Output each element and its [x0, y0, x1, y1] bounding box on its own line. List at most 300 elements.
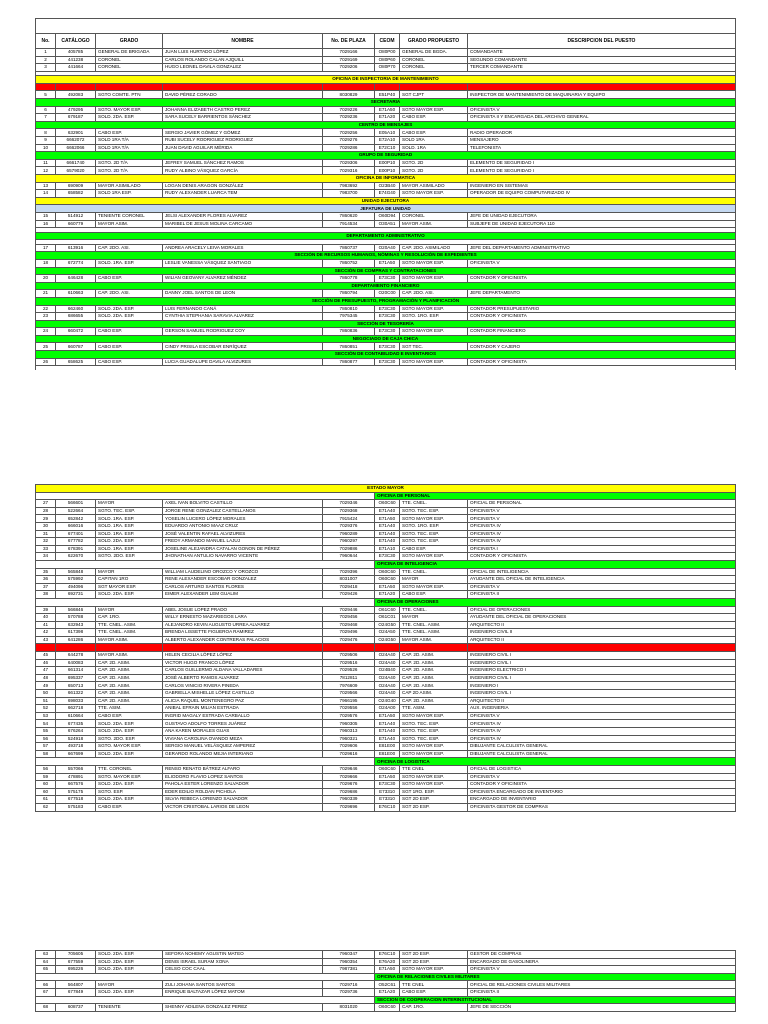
cell-catalogo: 575183 — [56, 803, 96, 811]
table-row[interactable] — [36, 515, 736, 523]
table-row[interactable] — [36, 606, 736, 614]
cell-grado: SOLD 1RA T/A — [96, 137, 163, 145]
cell-plaza: 7029506 — [323, 652, 375, 660]
cell-descripcion: OFICIAL DE INTELIGENCIA — [468, 568, 736, 576]
cell-ceom — [375, 83, 400, 91]
cell-no: 44 — [36, 644, 56, 652]
cell-descripcion: ELEMENTO DE SEGURIDAD I — [468, 167, 736, 175]
cell-catalogo: 6661740 — [56, 159, 96, 167]
highlighted-vacant-row[interactable] — [36, 644, 736, 652]
cell-no: 12 — [36, 167, 56, 175]
cell-grado: SGTO. 2D T/A — [96, 167, 163, 175]
cell-catalogo: 613916 — [56, 244, 96, 252]
cell-no: 32 — [36, 538, 56, 546]
table-row[interactable] — [36, 659, 736, 667]
cell-grado-propuesto: CORONEL — [400, 64, 468, 72]
section-header-row — [36, 282, 736, 290]
cell-grado-propuesto: TTE. ASIM. — [400, 705, 468, 713]
section-title: OFICINA DE PERSONAL — [375, 492, 736, 500]
table-row[interactable] — [36, 803, 736, 811]
cell-grado: SOLD. 2DA. ESP. — [96, 958, 163, 966]
cell-catalogo: 622670 — [56, 553, 96, 561]
cell-descripcion: AUX. INGENIERIA — [468, 705, 736, 713]
cell-no: 5 — [36, 91, 56, 99]
cell-grado-propuesto: MAYOR — [400, 576, 468, 584]
table-row[interactable] — [36, 545, 736, 553]
cell-descripcion: DIBUJANTE CALCULISTA GENERAL — [468, 743, 736, 751]
sheet-block-1 — [35, 18, 735, 370]
cell-catalogo: 677401 — [56, 530, 96, 538]
cell-descripcion: OFICINISTA V — [468, 259, 736, 267]
cell-ceom: E71A40 — [375, 735, 400, 743]
cell-ceom: E72A10 — [375, 137, 400, 145]
cell-no: 66 — [36, 981, 56, 989]
cell-catalogo: 658582 — [56, 190, 96, 198]
cell-catalogo: 566846 — [56, 606, 96, 614]
cell-plaza: 7860877 — [323, 358, 375, 366]
cell-grado-propuesto: SGTO. TEC. ESP. — [400, 530, 468, 538]
table-row[interactable] — [36, 114, 736, 122]
cell-ceom: E73310 — [375, 788, 400, 796]
table-row[interactable] — [36, 583, 736, 591]
cell-ceom: E76C10 — [375, 951, 400, 959]
cell-descripcion: OFICINISTA V — [468, 106, 736, 114]
cell-ceom: E71A50 — [375, 515, 400, 523]
cell-nombre: LESLIE VANESSA VÁSQUEZ SANTIAGO — [163, 259, 323, 267]
cell-no: 5 — [36, 83, 56, 91]
cell-nombre: EIMER ALEXANDER LEM GUALIM — [163, 591, 323, 599]
cell-ceom: O52C61 — [375, 981, 400, 989]
cell-ceom: O24A50 — [375, 629, 400, 637]
cell-ceom: E73C30 — [375, 275, 400, 283]
cell-nombre: JHONATHAN ANTULIO NAVARRO VICENTE — [163, 553, 323, 561]
table-row[interactable] — [36, 958, 736, 966]
cell-grado: SGTO. MAYOR ESP. — [96, 743, 163, 751]
section-header-row — [36, 267, 736, 275]
column-header: No. — [36, 34, 56, 49]
cell-ceom: E73C30 — [375, 781, 400, 789]
table-row[interactable] — [36, 129, 736, 137]
cell-nombre: DAVID PÉREZ CORADO — [163, 91, 323, 99]
sheet-block-3 — [35, 950, 735, 1012]
cell-plaza: 7915424 — [323, 515, 375, 523]
cell-nombre: GUSTAVO ADOLFO TORRES JUÁREZ — [163, 720, 323, 728]
cell-grado: MAYOR — [96, 568, 163, 576]
cell-grado-propuesto: SGTO MAYOR ESP. — [400, 190, 468, 198]
cell-grado: CAP. 1RO. — [96, 614, 163, 622]
cell-catalogo: 632901 — [56, 129, 96, 137]
cell-grado-propuesto: SGTO. 1RO. ESP. — [400, 522, 468, 530]
cell-descripcion: GESTOR DE COMPRAS — [468, 951, 736, 959]
title-row — [36, 19, 736, 34]
cell-no: 57 — [36, 743, 56, 751]
cell-plaza: 7029566 — [323, 690, 375, 698]
cell-nombre: DENIS ISRAEL SURAM XONA — [163, 958, 323, 966]
table-row[interactable] — [36, 568, 736, 576]
cell-ceom: O30A51 — [375, 220, 400, 228]
cell-no: 68 — [36, 1004, 56, 1012]
section-title: DEPARTAMENTO FINANCIERO — [36, 282, 736, 290]
cell-catalogo: 698033 — [56, 697, 96, 705]
cell-descripcion: OFICINISTA V — [468, 583, 736, 591]
cell-grado-propuesto: TTE CNEL — [400, 981, 468, 989]
table-row[interactable] — [36, 981, 736, 989]
cell-grado-propuesto: TTE. CNEL. ASIM. — [400, 629, 468, 637]
cell-catalogo: 524918 — [56, 735, 96, 743]
cell-descripcion: DIBUJANTE CALCULISTA GENERAL — [468, 750, 736, 758]
table-row[interactable] — [36, 91, 736, 99]
cell-catalogo: 679187 — [56, 114, 96, 122]
cell-plaza: 7860810 — [323, 305, 375, 313]
cell-catalogo: 478891 — [56, 773, 96, 781]
table-row[interactable] — [36, 788, 736, 796]
cell-ceom: E73C30 — [375, 358, 400, 366]
cell-ceom: O24A40 — [375, 690, 400, 698]
cell-grado: SOLD. 2DA. ESP. — [96, 591, 163, 599]
cell-grado: SGT MAYOR ESP. — [96, 583, 163, 591]
cell-catalogo: 479295 — [56, 106, 96, 114]
table-row[interactable] — [36, 765, 736, 773]
cell-no: 55 — [36, 728, 56, 736]
cell-grado-propuesto: TTE. CNEL. ASIM. — [400, 621, 468, 629]
table-row[interactable] — [36, 743, 736, 751]
cell-grado: SOLD. 2DA. ESP. — [96, 538, 163, 546]
table-row[interactable] — [36, 167, 736, 175]
cell-grado-propuesto: CAP. 2D. ASIM. — [400, 659, 468, 667]
cell-no: 50 — [36, 690, 56, 698]
cell-plaza: 7029226 — [323, 106, 375, 114]
table-row[interactable] — [36, 305, 736, 313]
cell-descripcion: OFICINISTA V — [468, 773, 736, 781]
table-row[interactable] — [36, 328, 736, 336]
cell-no: 29 — [36, 515, 56, 523]
cell-grado-propuesto: SGTO MAYOR ESP. — [400, 743, 468, 751]
table-row[interactable] — [36, 773, 736, 781]
table-row[interactable] — [36, 674, 736, 682]
table-row[interactable] — [36, 796, 736, 804]
cell-no: 41 — [36, 621, 56, 629]
table-row[interactable] — [36, 144, 736, 152]
table-row[interactable] — [36, 343, 736, 351]
table-row[interactable] — [36, 49, 736, 57]
table-row[interactable] — [36, 244, 736, 252]
section-title: CENTRO DE MENSAJES — [36, 121, 736, 129]
cell-grado-propuesto: SGTO MAYOR ESP. — [400, 259, 468, 267]
cell-nombre: RENSO RENATO BÁTREZ ALFARO — [163, 765, 323, 773]
cell-grado: CABO ESP. — [96, 343, 163, 351]
cell-grado: SOLD. 2DA. ESP. — [96, 720, 163, 728]
cell-ceom: E73C30 — [375, 328, 400, 336]
cell-plaza: 7029526 — [323, 667, 375, 675]
section-spacer — [36, 758, 375, 766]
table-row[interactable] — [36, 500, 736, 508]
cell-grado-propuesto: SGTO. 1RO. ESP. — [400, 313, 468, 321]
cell-grado-propuesto: SOLD. 1RA — [400, 144, 468, 152]
cell-plaza: 7029368 — [323, 507, 375, 515]
section-title: ESTADO MAYOR — [36, 485, 736, 493]
cell-no: 7 — [36, 114, 56, 122]
cell-grado: SGTO. ESP. — [96, 788, 163, 796]
section-spacer — [36, 598, 375, 606]
cell-ceom: O24A40 — [375, 674, 400, 682]
cell-nombre: BRENDA LISSETTE FIGUEROA RAMIREZ — [163, 629, 323, 637]
cell-grado-propuesto: SGTO. TEC. ESP. — [400, 728, 468, 736]
table-row[interactable] — [36, 966, 736, 974]
cell-no: 20 — [36, 275, 56, 283]
cell-grado: CAP. 2D. ASIM. — [96, 674, 163, 682]
cell-nombre: HUGO LEONEL DAVILA GONZALEZ — [163, 64, 323, 72]
table-row[interactable] — [36, 735, 736, 743]
section-title: SECCIÓN DE CONTABILIDAD E INVENTARIOS — [36, 351, 736, 359]
table-row[interactable] — [36, 697, 736, 705]
cell-plaza: 7029206 — [323, 64, 375, 72]
cell-nombre: ANIBAL EFRAIN MILIAN ESTRADA — [163, 705, 323, 713]
table-row[interactable] — [36, 290, 736, 298]
table-row[interactable] — [36, 621, 736, 629]
cell-plaza: 7029276 — [323, 137, 375, 145]
cell-plaza: 8031020 — [323, 1004, 375, 1012]
cell-descripcion: JEFE DEL DEPARTAMENTO ADMINISTRATIVO — [468, 244, 736, 252]
cell-no: 36 — [36, 576, 56, 584]
cell-plaza: 7029476 — [323, 636, 375, 644]
table-row[interactable] — [36, 591, 736, 599]
cell-ceom: E71A40 — [375, 720, 400, 728]
table-row[interactable] — [36, 259, 736, 267]
cell-grado-propuesto: CAP. 2D. ASIM. — [400, 652, 468, 660]
cell-no: 51 — [36, 697, 56, 705]
cell-plaza: 7029556 — [323, 705, 375, 713]
table-row[interactable] — [36, 629, 736, 637]
cell-plaza: 7029646 — [323, 765, 375, 773]
section-title: OFICINA DE INFORMATICA — [36, 175, 736, 183]
cell-no: 24 — [36, 328, 56, 336]
cell-grado-propuesto: CAP. 2DO. ASIMILADO — [400, 244, 468, 252]
table-row[interactable] — [36, 1004, 736, 1012]
cell-no: 46 — [36, 659, 56, 667]
cell-descripcion: SEGUNDO COMANDANTE — [468, 56, 736, 64]
section-header-row — [36, 758, 736, 766]
cell-descripcion: INGENIERO CIVIL — [468, 644, 736, 652]
cell-ceom: O61C60 — [375, 606, 400, 614]
cell-ceom: E00P10 — [375, 159, 400, 167]
table-row[interactable] — [36, 614, 736, 622]
cell-grado-propuesto: CAP. 2DO. ASI. — [400, 290, 468, 298]
cell-nombre: CARLOS ARTURO SANTOS FLORES — [163, 583, 323, 591]
table-row[interactable] — [36, 636, 736, 644]
cell-ceom — [375, 644, 400, 652]
table-row[interactable] — [36, 652, 736, 660]
cell-plaza: 7029169 — [323, 56, 375, 64]
cell-descripcion: OPERADOR DE EQUIPO COMPUTARIZADO IV — [468, 190, 736, 198]
table-row[interactable] — [36, 106, 736, 114]
table-row[interactable] — [36, 182, 736, 190]
cell-nombre: RUDY ALEXANDER LUARCA TEM — [163, 190, 323, 198]
cell-nombre: SEFORA NOHEMY AGUSTIN MATEO — [163, 951, 323, 959]
section-title: UNIDAD EJECUTORA — [36, 197, 736, 205]
cell-catalogo: 608737 — [56, 1004, 96, 1012]
cell-nombre: CINDY PRISILA ESCOBAR ENRÍQUEZ — [163, 343, 323, 351]
cell-nombre: EDER EDILIO ROLDAN PICHOLA — [163, 788, 323, 796]
cell-grado: CAPITAN 1RO — [96, 576, 163, 584]
cell-grado-propuesto: CAP. 2D. ASIM. — [400, 682, 468, 690]
table-row[interactable] — [36, 781, 736, 789]
cell-grado-propuesto: SGT TEC. — [400, 343, 468, 351]
table-row[interactable] — [36, 64, 736, 72]
cell-grado: SOLD. 2DA. ESP. — [96, 951, 163, 959]
cell-nombre: JEFREY SAMUEL SÁNCHEZ RAMOS — [163, 159, 323, 167]
cell-no: 43 — [36, 636, 56, 644]
cell-plaza: 7966195 — [323, 697, 375, 705]
cell-grado-propuesto: TTE CNEL — [400, 765, 468, 773]
section-header-row — [36, 335, 736, 343]
table-row[interactable] — [36, 275, 736, 283]
cell-plaza: 7960313 — [323, 728, 375, 736]
cell-descripcion: CONTADOR FINANCIERO — [468, 328, 736, 336]
table-row[interactable] — [36, 705, 736, 713]
cell-nombre: SERGIO JAVIER GÓMEZ Y GÓMEZ — [163, 129, 323, 137]
cell-nombre: CARLOS GUILLERMO ALDANA VALLADARES — [163, 667, 323, 675]
cell-grado: SOLD 1RA ESP. — [96, 190, 163, 198]
cell-grado-propuesto: MAYOR ASIM. — [400, 636, 468, 644]
section-title: SECCIÓN DE TESORERÍA — [36, 320, 736, 328]
cell-ceom: E71A50 — [375, 106, 400, 114]
cell-grado: CAP. 2D. ASIM. — [96, 667, 163, 675]
table-row[interactable] — [36, 56, 736, 64]
cell-catalogo: 667576 — [56, 781, 96, 789]
cell-grado-propuesto: SGT CJPT — [400, 83, 468, 91]
cell-plaza: 7029616 — [323, 750, 375, 758]
cell-no: 15 — [36, 212, 56, 220]
table-row[interactable] — [36, 159, 736, 167]
cell-catalogo: 661322 — [56, 690, 96, 698]
table-row[interactable] — [36, 682, 736, 690]
cell-grado-propuesto: SGTO. TEC. ESP. — [400, 538, 468, 546]
cell-plaza: 7029236 — [323, 114, 375, 122]
cell-descripcion: OFICINISTA II — [468, 591, 736, 599]
cell-descripcion: INGENIERO ELECTRICO I — [468, 667, 736, 675]
cell-ceom: E73310 — [375, 796, 400, 804]
cell-grado: SGTO. TEC. ESP. — [96, 507, 163, 515]
cell-ceom: O60D94 — [375, 212, 400, 220]
cell-nombre: DANNY JOEL SANTOS DE LEON — [163, 290, 323, 298]
cell-catalogo: 6662072 — [56, 137, 96, 145]
table-row[interactable] — [36, 690, 736, 698]
cell-nombre: ELIODORO FLAVIO LOPEZ SANTOS — [163, 773, 323, 781]
cell-plaza: 7029418 — [323, 583, 375, 591]
cell-plaza: 7029446 — [323, 606, 375, 614]
cell-no: 13 — [36, 182, 56, 190]
table-row[interactable] — [36, 951, 736, 959]
cell-no: 62 — [36, 803, 56, 811]
cell-ceom: O23B40 — [375, 182, 400, 190]
cell-plaza: 7029256 — [323, 129, 375, 137]
cell-ceom: O80P00 — [375, 49, 400, 57]
cell-descripcion: OFICINISTA IV — [468, 728, 736, 736]
section-title: OFICINA DE INSPECTORIA DE MANTENIMIENTO — [36, 76, 736, 84]
table-row[interactable] — [36, 212, 736, 220]
cell-grado-propuesto: SGT 2D ESP. — [400, 796, 468, 804]
section-title: JEFATURA DE UNIDAD — [36, 205, 736, 213]
cell-catalogo: 672774 — [56, 259, 96, 267]
table-row[interactable] — [36, 507, 736, 515]
cell-grado: SGTO. 2D T/A — [96, 159, 163, 167]
cell-nombre: INGRID MAGALY ESTRADA CARBALLO — [163, 712, 323, 720]
table-row[interactable] — [36, 522, 736, 530]
cell-grado-propuesto — [400, 644, 468, 652]
cell-descripcion: OFICINISTA V — [468, 515, 736, 523]
cell-no: 34 — [36, 553, 56, 561]
section-header-row — [36, 996, 736, 1004]
table-row[interactable] — [36, 137, 736, 145]
cell-catalogo: 575175 — [56, 788, 96, 796]
cell-nombre: ENRIQUE BALTAZAR LÓPEZ MATOM — [163, 988, 323, 996]
cell-catalogo: 641286 — [56, 636, 96, 644]
section-header-row — [36, 485, 736, 493]
table-row[interactable] — [36, 988, 736, 996]
cell-no: 16 — [36, 220, 56, 228]
table-row[interactable] — [36, 530, 736, 538]
cell-descripcion: OFICINISTA II Y ENCARGADA DEL ARCHIVO GENERAL — [468, 114, 736, 122]
table-row[interactable] — [36, 553, 736, 561]
cell-descripcion: CONTADOR Y OFICINISTA — [468, 781, 736, 789]
cell-grado: CORONEL — [96, 64, 163, 72]
cell-grado-propuesto: CABO ESP. — [400, 114, 468, 122]
cell-no: 60 — [36, 788, 56, 796]
cell-plaza: 7029306 — [323, 159, 375, 167]
cell-grado-propuesto: CABO ESP. — [400, 988, 468, 996]
cell-ceom: E05A10 — [375, 129, 400, 137]
cell-grado-propuesto: SGTO. 2D — [400, 159, 468, 167]
table-row[interactable] — [36, 313, 736, 321]
table-row[interactable] — [36, 220, 736, 228]
cell-catalogo: 676264 — [56, 728, 96, 736]
cell-no: 49 — [36, 682, 56, 690]
table-row[interactable] — [36, 576, 736, 584]
table-row[interactable] — [36, 538, 736, 546]
cell-nombre: LUIS FERNANDO CANÁ — [163, 305, 323, 313]
table-row[interactable] — [36, 190, 736, 198]
highlighted-vacant-row[interactable] — [36, 83, 736, 91]
cell-nombre: JELSI ALEXANDER FLORES ALVAREZ — [163, 212, 323, 220]
cell-catalogo: 660472 — [56, 328, 96, 336]
cell-plaza: 7029606 — [323, 743, 375, 751]
table-row[interactable] — [36, 667, 736, 675]
table-row[interactable] — [36, 728, 736, 736]
table-2 — [35, 484, 736, 812]
table-row[interactable] — [36, 720, 736, 728]
cell-plaza: 7029376 — [323, 522, 375, 530]
cell-grado: TENIENTE CORONEL — [96, 212, 163, 220]
cell-grado: MANTENIMIENTO — [96, 83, 163, 91]
table-row[interactable] — [36, 750, 736, 758]
cell-plaza: 7976609 — [323, 682, 375, 690]
cell-nombre: JOSÉ VALENTIN RAFAEL ALVIZURES — [163, 530, 323, 538]
cell-nombre: CYNTHIA STEPHANIA SARAVIA ALVAREZ — [163, 313, 323, 321]
cell-descripcion: OFICINISTA I — [468, 545, 736, 553]
cell-descripcion: JEFE DEPARTAMENTO — [468, 290, 736, 298]
cell-ceom: E71A50 — [375, 773, 400, 781]
cell-ceom: O24G40 — [375, 697, 400, 705]
table-3 — [35, 950, 736, 1012]
table-row[interactable] — [36, 358, 736, 366]
cell-grado: CAP. 2D. ASIM. — [96, 682, 163, 690]
section-header-row — [36, 76, 736, 84]
cell-no: 17 — [36, 244, 56, 252]
cell-plaza: 7960321 — [323, 735, 375, 743]
cell-no: 63 — [36, 951, 56, 959]
table-row[interactable] — [36, 712, 736, 720]
cell-plaza: 7029696 — [323, 803, 375, 811]
